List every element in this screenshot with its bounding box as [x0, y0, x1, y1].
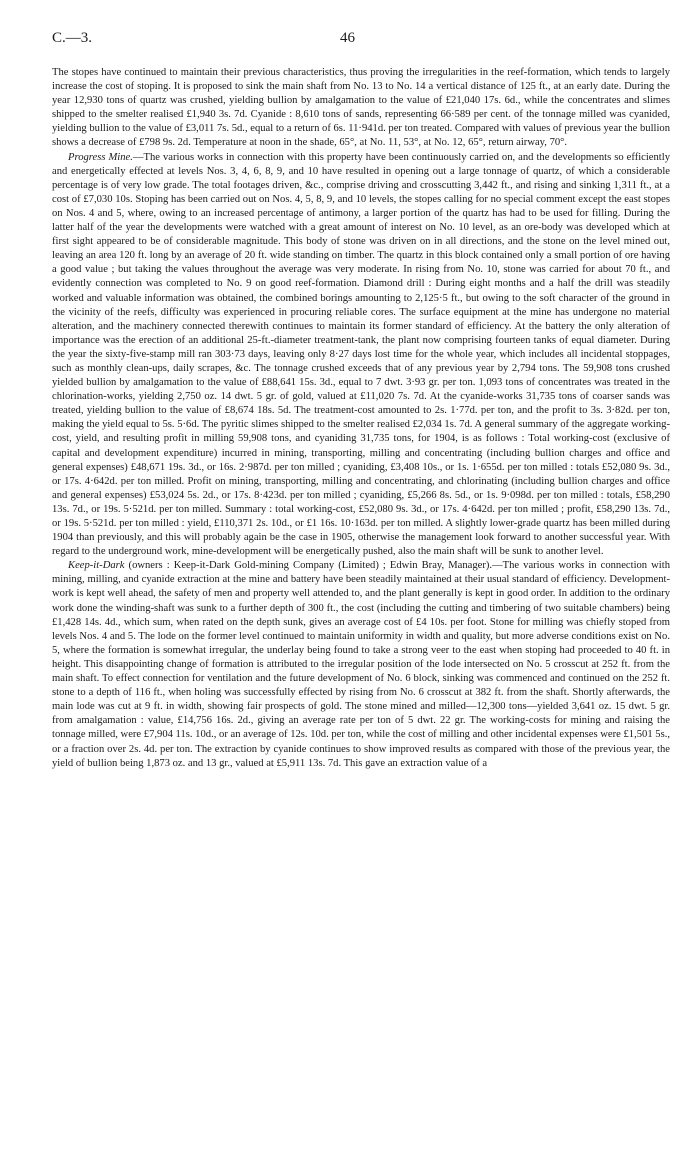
paragraph-progress-mine: [52, 151, 670, 560]
paragraph-text: The stopes have continued to maintain their previous characteristics, thus proving the irregularities in the reef-formation, which tends to largely increase the cost of stoping. It is proposed to sink the main shaft from No. 13 to No. 14 a vertical distance of 125 ft., at an early date. During the year 12,930 tons of quartz was crushed, yielding bullion by amalgamation to the value of £21,040 17s. 6d., while the concentrates and slimes shipped to the smelter realised £1,940 3s. 7d. Cyanide : 8,610 tons of sands, representing 66·589 per cent. of the tonnage milled was cyanided, yielding bullion to the value of £3,011 7s. 5d., equal to a return of 6s. 11·941d. per ton treated. Compared with values of previous year the bullion shows a decrease of £798 9s. 2d. Temperature at noon in the shade, 65°, at No. 11, 53°, at No. 12, 65°, return airway, 70°.: [52, 67, 670, 149]
section-heading-keep-it-dark: Keep-it-Dark: [68, 560, 125, 572]
paragraph-stopes: [52, 66, 670, 151]
page-header: [52, 30, 670, 60]
page-number: 46: [340, 30, 355, 46]
paragraph-keep-it-dark: [52, 559, 670, 770]
body-text: [52, 66, 670, 771]
document-reference: C.—3.: [52, 30, 93, 46]
paragraph-text: —The various works in connection with this property have been continuously carried on, and the developments so efficiently and energetically effected at levels Nos. 3, 4, 6, 8, 9, and 10 have resulted in opening out a large tonnage of quartz, of which a considerable percentage is of very low grade. The total footages driven, &c., comprise driving and crosscutting 3,442 ft., and rising and sinking 1,311 ft., at a cost of £7,030 10s. Stoping has been carried out on Nos. 4, 5, 8, 9, and 10 levels, the stopes calling for no special comment except the east stopes on Nos. 4 and 5, where, owing to an increased percentage of antimony, a larger portion of the quartz has had to be used for filling. During the latter half of the year the developments were watched with a great amount of interest on No. 10 level, as an ore-body was developed which at first sight appeared to be of considerable magnitude. This body of stone was driven on in all directions, and the stone on the level mined out, leaving an area 120 ft. long by an average of 20 ft. wide standing on timber. The quartz in this block contained only a small portion of ore having a good value ; but taking the values throughout the average was very moderate. In rising from No. 10, stone was carried for about 70 ft., and evidently connection was completed to No. 9 on good reef-formation. Diamond drill : During eight months and a half the drill was steadily worked and valuable information was obtained, the combined borings amounting to 2,125·5 ft., but owing to the soft character of the ground in the vicinity of the reefs, difficulty was experienced in procuring reliable cores. The surface equipment at the mine has undergone no material alteration, and the machinery connected therewith continues to maintain its former standard of efficiency. At the battery the only alteration of importance was the erection of an additional 25-ft.-diameter treatment-tank, the plant now comprising fourteen tanks of equal diameter. During the year the sixty-five-stamp mill ran 303·73 days, leaving only 8·27 days lost time for the whole year, which includes all incidental stoppages, such as monthly clean-ups, daily scrapes, &c. The tonnage crushed exceeds that of any previous year by 2,794 tons. The 59,908 tons crushed yielded bullion by amalgamation to the value of £88,641 15s. 3d., equal to 7 dwt. 3·93 gr. per ton. 1,093 tons of concentrates was treated in the chlorination-works, yielding 2,750 oz. 14 dwt. 5 gr. of gold, valued at £11,020 7s. 7d. At the cyanide-works 31,735 tons of coarser sands was treated, yielding bullion to the value of £8,674 18s. 5d. The treatment-cost amounted to 2s. 1·77d. per ton, and the profit to 3s. 3·82d. per ton, making the yield equal to 5s. 5·6d. The pyritic slimes shipped to the smelter realised £2,034 1s. 7d. A general summary of the aggregate working-cost, yield, and resulting profit in milling 59,908 tons, and cyaniding 31,735 tons, for 1904, is as follows : Total working-cost (exclusive of capital and development expenditure) incurred in mining, transporting, milling and concentrating (including bullion charges and office and general expenses) £48,671 19s. 3d., or 16s. 2·987d. per ton milled ; cyaniding, £3,408 10s., or 1s. 1·655d. per ton milled : totals £52,080 9s. 3d., or 17s. 4·642d. per ton milled. Profit on mining, transporting, milling and concentrating, and chlorinating (including bullion charges and office and general expenses) £53,024 5s. 2d., or 17s. 8·423d. per ton milled ; cyaniding, £5,266 8s. 5d., or 1s. 9·098d. per ton milled : totals, £58,290 13s. 7d., or 19s. 5·521d. per ton milled. Summary : total working-cost, £52,080 9s. 3d., or 17s. 4·642d. per ton milled ; profit, £58,290 13s. 7d., or 19s. 5·521d. per ton milled : yield, £110,371 2s. 10d., or £1 16s. 10·163d. per ton milled. A slightly lower-grade quartz has been milled during 1904 than previously, and this will probably again be the case in 1905, otherwise the management look forward to another successful year. With regard to the underground work, mine-development will be energetically pushed, also the main shaft will be sunk to another level.: [52, 151, 670, 558]
section-heading-progress-mine: Progress Mine.: [68, 151, 133, 163]
paragraph-text: (owners : Keep-it-Dark Gold-mining Company (Limited) ; Edwin Bray, Manager).—The various works in connection with mining, milling, and cyanide extraction at the mine and battery have been steadily maintained at their usual standard of efficiency. Development-work is kept well ahead, the safety of men and property well attended to, and the plant generally is kept in good order. In addition to the ordinary work done the winding-shaft was sunk to a further depth of 300 ft., the cost (including the cutting and timbering of two suitable chambers) being £1,428 14s. 4d., which sum, when rated on the depth sunk, gives an average cost of £4 10s. per foot. Stone for milling was chiefly stoped from levels Nos. 4 and 5. The lode on the former level continued to maintain uniformity in width and quality, but more adverse conditions exist on No. 5, where the formation is somewhat irregular, the underlay being found to take a strong veer to the east when stoping had proceeded to 40 ft. in height. This disappointing change of formation is attributed to the irregular position of the lode intersected on No. 5 crosscut at 252 ft. from the main shaft. To effect connection for ventilation and the future development of No. 6 block, sinking was commenced and continued on the 252 ft. stone to a depth of 116 ft., when holing was successfully effected by rising from No. 6 crosscut at 382 ft. from the shaft. Shortly afterwards, the main lode was cut at 9 ft. in width, showing fair prospects of gold. The stone mined and milled—12,300 tons—yielded 3,641 oz. 15 dwt. 5 gr. from amalgamation : value, £14,756 16s. 2d., giving an average rate per ton of 5 dwt. 22 gr. The working-costs for mining and raising the tonnage milled, were £7,904 11s. 10d., or an average of 12s. 10d. per ton, while the cost of milling and other incidental expenses were £1,501 5s., or a fraction over 2s. 4d. per ton. The extraction by cyanide continues to show improved results as compared with those of the previous year, the yield of bullion being 1,873 oz. and 13 gr., valued at £5,911 13s. 7d. This gave an extraction value of a: [52, 560, 671, 769]
